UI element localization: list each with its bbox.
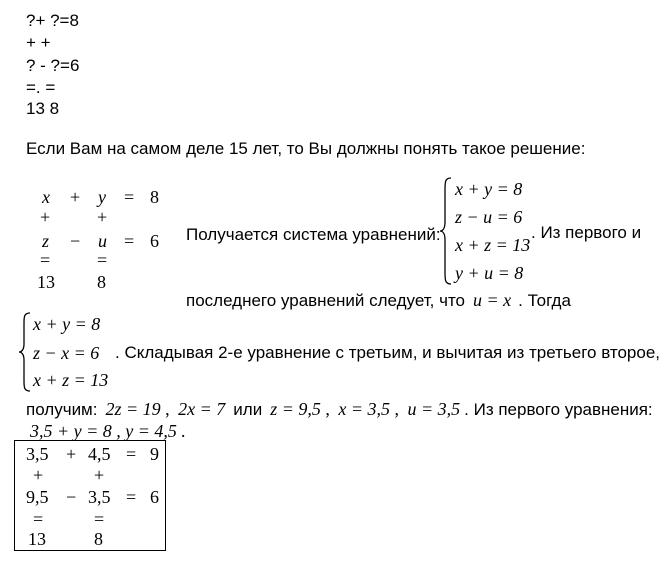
grid2-eq: = — [126, 444, 137, 464]
result-eq-2: 2x = 7 — [178, 399, 226, 419]
puzzle-line-2: + + — [26, 33, 51, 52]
result-eq-1: 2z = 19 — [105, 399, 161, 419]
puzzle-line-5: 13 8 — [26, 99, 60, 118]
grid1-eq: = — [124, 187, 135, 207]
grid2-veq-2: = — [94, 509, 105, 529]
grid1-minus: − — [70, 231, 81, 251]
last-eq-post: . Тогда — [518, 291, 571, 310]
grid2-3-5b: 3,5 — [88, 487, 111, 507]
grid1-plus: + — [70, 187, 81, 207]
grid1-y: y — [98, 187, 106, 207]
system1-eq-2: z − u = 6 — [455, 207, 523, 227]
grid2-9: 9 — [150, 444, 159, 464]
grid1-vplus-1: + — [40, 207, 51, 227]
grid2-13: 13 — [28, 529, 46, 549]
last-eq-pre: последнего уравнений следует, что — [186, 291, 465, 310]
result-post: . Из первого уравнения: — [464, 400, 653, 419]
system1-eq-4: y + u = 8 — [455, 263, 524, 283]
grid2-8: 8 — [94, 529, 103, 549]
grid2-6: 6 — [150, 487, 159, 507]
result-pre: получим: — [26, 400, 98, 419]
system1-eq-1: x + y = 8 — [455, 179, 523, 199]
grid1-x: x — [42, 187, 50, 207]
system2-eq-1: x + y = 8 — [33, 314, 101, 334]
grid2-9-5: 9,5 — [26, 487, 49, 507]
system1-brace-icon — [439, 176, 449, 286]
grid1-veq-1: = — [40, 250, 51, 270]
after-system2-text: . Складывая 2-е уравнение с третьим, и вычитая из третьего второе, — [115, 343, 661, 362]
grid1-z: z — [42, 231, 50, 251]
grid1-13: 13 — [37, 272, 55, 292]
grid2-minus: − — [66, 487, 77, 507]
y-solution-line: 3,5 + y = 8 , y = 4,5 . — [30, 421, 186, 441]
result-eq-5: u = 3,5 — [407, 399, 461, 419]
grid1-6: 6 — [150, 231, 159, 251]
grid1-eq-2: = — [124, 231, 135, 251]
system1-eq-3: x + z = 13 — [455, 235, 531, 255]
intro-text: Если Вам на самом деле 15 лет, то Вы должны понять такое решение: — [26, 139, 586, 158]
result-eq-4: x = 3,5 — [338, 399, 390, 419]
after-system1-text: . Из первого и — [531, 223, 642, 242]
grid2-plus: + — [66, 444, 77, 464]
system-label: Получается система уравнений: — [186, 225, 441, 244]
result-or: или — [233, 400, 263, 419]
puzzle-line-4: =. = — [26, 78, 56, 97]
grid2-4-5: 4,5 — [88, 444, 111, 464]
grid2-eq-2: = — [126, 487, 137, 507]
grid2-vplus-1: + — [33, 465, 44, 485]
system2-eq-3: x + z = 13 — [33, 370, 109, 390]
puzzle-line-1: ?+ ?=8 — [26, 11, 79, 30]
last-eq-line — [186, 291, 571, 310]
result-eq-3: z = 9,5 — [270, 399, 321, 419]
last-eq-math: u = x — [473, 290, 512, 310]
grid2-3-5: 3,5 — [26, 444, 49, 464]
grid1-8b: 8 — [97, 272, 106, 292]
grid1-u: u — [98, 231, 107, 251]
system2-eq-2: z − x = 6 — [33, 343, 100, 363]
grid2-veq-1: = — [33, 509, 44, 529]
result-line: получим: 2z = 19 , 2x = 7 или z = 9,5 , x = 3,5 , u = 3,5 . Из первого уравнения: — [26, 399, 653, 419]
puzzle-line-3: ? - ?=6 — [26, 56, 80, 75]
grid1-veq-2: = — [97, 250, 108, 270]
grid1-vplus-2: + — [97, 207, 108, 227]
system2-brace-icon — [18, 311, 28, 393]
grid2-vplus-2: + — [94, 465, 105, 485]
grid1-8: 8 — [150, 187, 159, 207]
